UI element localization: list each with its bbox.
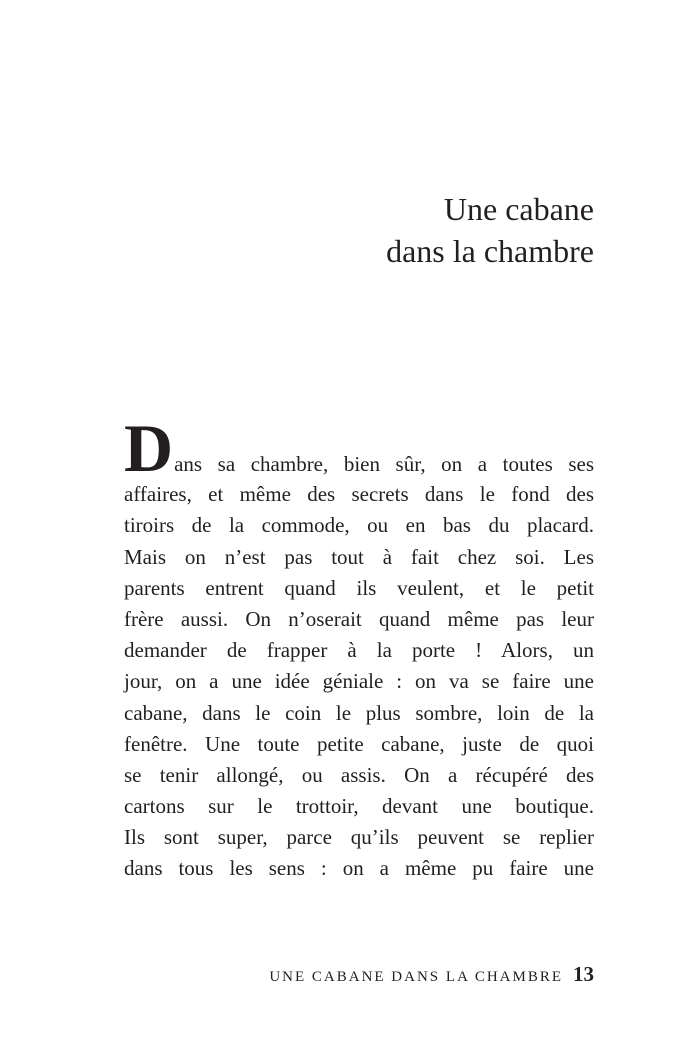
body-line: frère aussi. On n’oserait quand même pas leur (124, 606, 594, 631)
body-line: dans tous les sens : on a même pu faire une (124, 856, 594, 881)
running-title: UNE CABANE DANS LA CHAMBRE (269, 969, 563, 985)
page-number: 13 (573, 962, 594, 986)
body-line: affaires, et même des secrets dans le fond des (124, 482, 594, 507)
body-line: cabane, dans le coin le plus sombre, loin de la (124, 700, 594, 725)
body-line: Dans sa chambre, bien sûr, on a toutes ses (124, 410, 594, 486)
body-line: se tenir allongé, ou assis. On a récupéré des (124, 762, 594, 787)
body-line: Mais on n’est pas tout à fait chez soi. Les (124, 544, 594, 569)
body-line: demander de frapper à la porte ! Alors, un (124, 638, 594, 663)
body-line: jour, on a une idée géniale : on va se faire une (124, 669, 594, 694)
page-footer (269, 962, 594, 987)
chapter-title-line: dans la chambre (386, 233, 594, 269)
body-line: Ils sont super, parce qu’ils peuvent se replier (124, 825, 594, 850)
body-line: parents entrent quand ils veulent, et le petit (124, 575, 594, 600)
chapter-title-line: Une cabane (443, 191, 594, 227)
body-line: tiroirs de la commode, ou en bas du placard. (124, 513, 594, 538)
body-text (124, 410, 594, 885)
body-line: cartons sur le trottoir, devant une boutique. (124, 794, 594, 819)
chapter-title (386, 188, 594, 272)
body-line: fenêtre. Une toute petite cabane, juste de quoi (124, 731, 594, 756)
